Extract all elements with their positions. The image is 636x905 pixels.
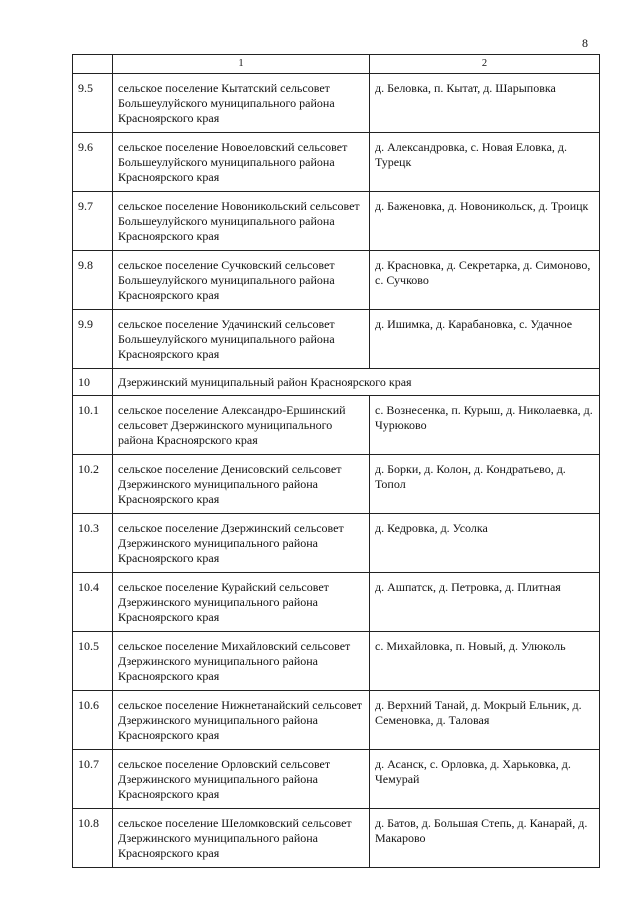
table-row (73, 74, 600, 133)
table-row (73, 396, 600, 455)
row-number: 9.9 (73, 310, 113, 369)
row-number: 9.7 (73, 192, 113, 251)
village-list: с. Михайловка, п. Новый, д. Улюколь (370, 632, 600, 691)
settlement-name: сельское поселение Орловский сельсовет Дзержинского муниципального района Красноярского края (113, 750, 370, 809)
table-row (73, 514, 600, 573)
settlement-name: сельское поселение Новоникольский сельсовет Большеулуйского муниципального района Красноярского края (113, 192, 370, 251)
settlement-name: сельское поселение Сучковский сельсовет Большеулуйского муниципального района Красноярского края (113, 251, 370, 310)
row-number: 9.5 (73, 74, 113, 133)
settlement-name: сельское поселение Михайловский сельсовет Дзержинского муниципального района Красноярского края (113, 632, 370, 691)
village-list: д. Кедровка, д. Усолка (370, 514, 600, 573)
village-list: д. Борки, д. Колон, д. Кондратьево, д. Топол (370, 455, 600, 514)
row-number: 10.4 (73, 573, 113, 632)
row-number: 10.5 (73, 632, 113, 691)
village-list: д. Асанск, с. Орловка, д. Харьковка, д. Чемурай (370, 750, 600, 809)
village-list: д. Ишимка, д. Карабановка, с. Удачное (370, 310, 600, 369)
table-row (73, 310, 600, 369)
settlement-name: сельское поселение Удачинский сельсовет Большеулуйского муниципального района Красноярского края (113, 310, 370, 369)
table-row (73, 251, 600, 310)
table-header-row (73, 55, 600, 74)
table-row (73, 192, 600, 251)
village-list: д. Беловка, п. Кытат, д. Шарыповка (370, 74, 600, 133)
row-number: 9.6 (73, 133, 113, 192)
settlement-name: сельское поселение Новоеловский сельсовет Большеулуйского муниципального района Красноярского края (113, 133, 370, 192)
row-number: 10.7 (73, 750, 113, 809)
village-list: д. Баженовка, д. Новоникольск, д. Троицк (370, 192, 600, 251)
village-list: д. Батов, д. Большая Степь, д. Канарай, д. Макарово (370, 809, 600, 868)
settlement-name: сельское поселение Александро-Ершинский сельсовет Дзержинского муниципального района Красноярского края (113, 396, 370, 455)
settlement-name: сельское поселение Дзержинский сельсовет Дзержинского муниципального района Красноярского края (113, 514, 370, 573)
row-number: 10.6 (73, 691, 113, 750)
settlement-name: сельское поселение Нижнетанайский сельсовет Дзержинского муниципального района Красноярского края (113, 691, 370, 750)
settlement-name: сельское поселение Денисовский сельсовет Дзержинского муниципального района Красноярского края (113, 455, 370, 514)
settlements-table (72, 54, 600, 868)
section-title: Дзержинский муниципальный район Красноярского края (113, 369, 600, 396)
header-cell-number (73, 55, 113, 74)
village-list: с. Вознесенка, п. Курыш, д. Николаевка, д. Чурюково (370, 396, 600, 455)
settlement-name: сельское поселение Шеломковский сельсовет Дзержинского муниципального района Красноярского края (113, 809, 370, 868)
table-row (73, 632, 600, 691)
row-number: 10.2 (73, 455, 113, 514)
section-row (73, 369, 600, 396)
village-list: д. Ашпатск, д. Петровка, д. Плитная (370, 573, 600, 632)
row-number: 10.8 (73, 809, 113, 868)
village-list: д. Александровка, с. Новая Еловка, д. Турецк (370, 133, 600, 192)
page-number: 8 (582, 36, 588, 50)
header-cell-settlement: 1 (113, 55, 370, 74)
settlement-name: сельское поселение Кытатский сельсовет Большеулуйского муниципального района Красноярского края (113, 74, 370, 133)
table-row (73, 573, 600, 632)
table-row (73, 809, 600, 868)
table-row (73, 691, 600, 750)
table-row (73, 455, 600, 514)
row-number: 10.1 (73, 396, 113, 455)
table-row (73, 133, 600, 192)
village-list: д. Верхний Танай, д. Мокрый Ельник, д. Семеновка, д. Таловая (370, 691, 600, 750)
header-cell-villages: 2 (370, 55, 600, 74)
table-row (73, 750, 600, 809)
settlement-name: сельское поселение Курайский сельсовет Дзержинского муниципального района Красноярского края (113, 573, 370, 632)
row-number: 10 (73, 369, 113, 396)
row-number: 10.3 (73, 514, 113, 573)
row-number: 9.8 (73, 251, 113, 310)
village-list: д. Красновка, д. Секретарка, д. Симоново, с. Сучково (370, 251, 600, 310)
